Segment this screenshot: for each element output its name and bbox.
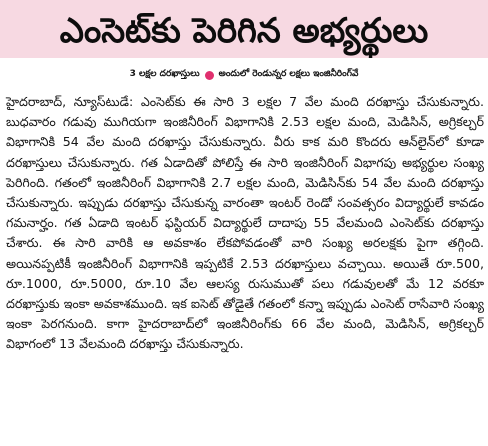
headline: ఎంసెట్‌కు పెరిగిన అభ్యర్థులు: [59, 11, 429, 51]
subheading-right: అందులో రెండున్నర లక్షలు ఇంజినీరింగ్‌వే: [218, 69, 359, 79]
subheading: [0, 62, 488, 88]
article-body: హైదరాబాద్, న్యూస్‌టుడే: ఎంసెట్‌కు ఈ సారి 3 లక్షల 7 వేల మంది దరఖాస్తు చేసుకున్నారు. బుధవారం గడువు ముగియగా ఇంజినీరింగ్ విభాగానికి 2.53 లక్షల మంది, మెడిసిన్, అగ్రికల్చర్ విభాగానికి 54 వేల మంది దరఖాస్తు చేసుకున్నారు. వీరు కాక మరి కొందరు ఆన్‌లైన్‌లో కూడా దరఖాస్తులు చేసుకున్నారు. గత ఏడాదితో పోలిస్తే ఈ సారి ఇంజినీరింగ్ విభాగపు అభ్యర్థుల సంఖ్య పెరిగింది. గతంలో ఇంజినీరింగ్ విభాగానికి 2.7 లక్షల మంది, మెడిసిన్‌కు 54 వేల మంది దరఖాస్తు చేసుకున్నారు. ఇప్పుడు దరఖాస్తు చేసుకున్న వారంతా ఇంటర్ రెండో సంవత్సరం విద్యార్థులే కావడం గమనార్హం. గత ఏడాది ఇంటర్ ఫస్టియర్ విద్యార్థులే దాదాపు 55 వేలమంది ఎంసెట్‌కు దరఖాస్తు చేశారు. ఈ సారి వారికి ఆ అవకాశం లేకపోవడంతో వారి సంఖ్య అరలక్షకు పైగా తగ్గింది. అయినప్పటికీ ఇంజినీరింగ్ విభాగానికి ఇప్పటికే 2.53 దరఖాస్తులు వచ్చాయి. అయితే రూ.500, రూ.1000, రూ.5000, రూ.10 వేల ఆలస్య రుసుముతో పలు గడువులతో మే 12 వరకూ దరఖాస్తుకు ఇంకా అవకాశముంది. ఇక ఐసెట్ తోడైతే గతంలో కన్నా ఇప్పుడు ఎంసెట్ రాసేవారి సంఖ్య ఇంకా పెరగనుంది. కాగా హైదరాబాద్‌లో ఇంజినీరింగ్‌కు 66 వేల మంది, మెడిసిన్, అగ్రికల్చర్ విభాగంలో 13 వేలమంది దరఖాస్తు చేసుకున్నారు.: [6, 94, 484, 352]
headline-banner: [0, 0, 488, 58]
bullet-dot-icon: [205, 71, 214, 80]
subheading-left: 3 లక్షల దరఖాస్తులు: [129, 69, 200, 79]
